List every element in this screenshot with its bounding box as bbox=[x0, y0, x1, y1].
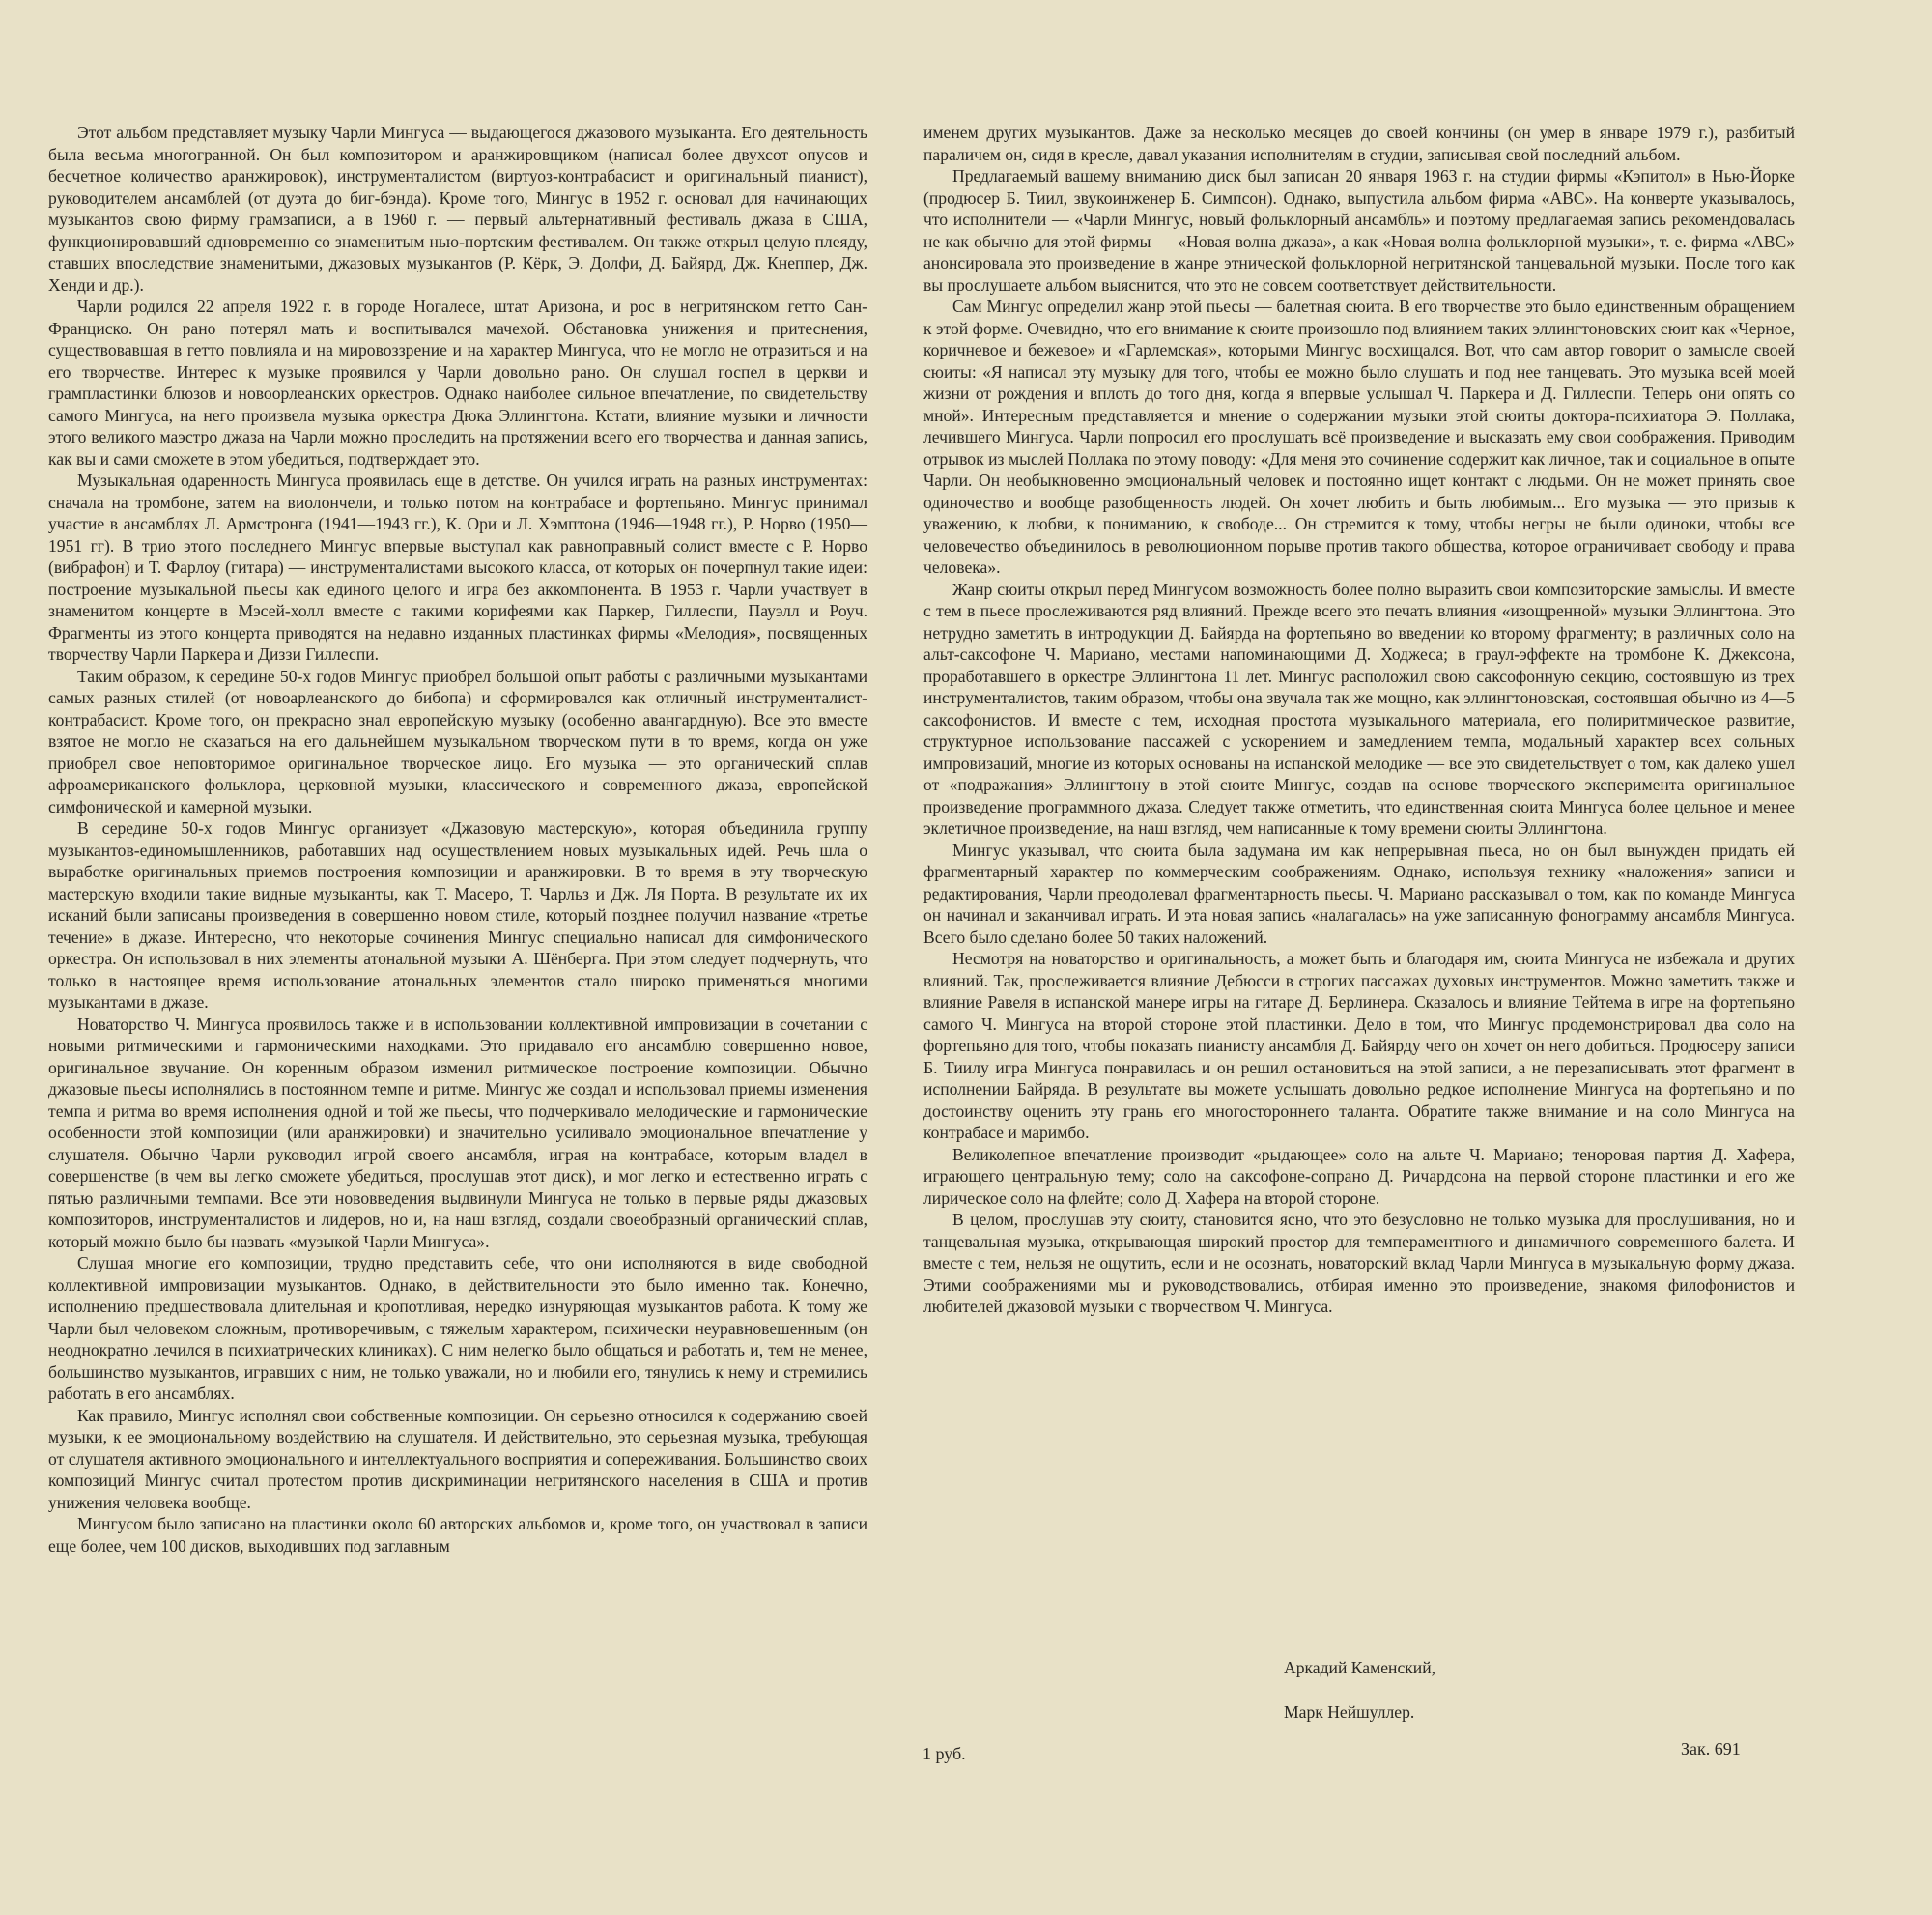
order-number: Зак. 691 bbox=[1681, 1739, 1741, 1758]
paragraph: Несмотря на новаторство и оригинальность, а может быть и благодаря им, сюита Мингуса не избежала и других влияний. Так, прослеживается влияние Дебюсси в строгих пассажах духовых инструментов. Можно заметить также и влияние Равеля в испанской манере игры на гитаре Д. Берлинера. Сказалось и влияние Тейтема в игре на фортепьяно самого Ч. Мингуса на второй стороне этой пластинки. Дело в том, что Мингус продемонстрировал два соло на фортепьяно для того, чтобы показать пианисту ансамбля Д. Байярду чего он хочет он него добиться. Продюсеру записи Б. Тиилу игра Мингуса понравилась и он решил остановиться на этой записи, а не перезаписывать этот фрагмент в исполнении Байряда. В результате вы можете услышать довольно редкое исполнение Мингуса на фортепьяно и по достоинству оценить эту грань его многостороннего таланта. Обратите также внимание и на соло Мингуса на контрабасе и маримбо. bbox=[923, 949, 1795, 1142]
paragraph: Слушая многие его композиции, трудно представить себе, что они исполняются в виде свободной коллективной импровизации музыкантов. Однако, в действительности это было именно так. Конечно, исполнению предшествовала длительная и кропотливая, нередко изнуряющая музыкантов работа. К тому же Чарли был человеком сложным, противоречивым, с тяжелым характером, психически неуравновешенным (он неоднократно лечился в психиатрических клиниках). С ним нелегко было общаться и работать и, тем не менее, большинство музыкантов, игравших с ним, не только уважали, но и любили его, тянулись к нему и стремились работать в его ансамблях. bbox=[48, 1253, 867, 1403]
paragraph: Сам Мингус определил жанр этой пьесы — балетная сюита. В его творчестве это было единственным обращением к этой форме. Очевидно, что его внимание к сюите произошло под влиянием таких эллингтоновских сюит как «Черное, коричневое и бежевое» и «Гарлемская», которыми Мингус восхищался. Вот, что сам автор говорит о замысле своей сюиты: «Я написал эту музыку для того, чтобы ее можно было слушать и под нее танцевать. Это музыка всей моей жизни от рождения и вплоть до того дня, когда я впервые услышал Ч. Паркера и Д. Гиллеспи. Теперь они опять со мной». Интересным представляется и мнение о содержании музыки этой сюиты доктора-психиатора Э. Поллака, лечившего Мингуса. Чарли попросил его прослушать всё произведение и высказать ему свои соображения. Приводим отрывок из мыслей Поллака по этому поводу: «Для меня это сочинение содержит как личное, так и социальное в опыте Чарли. Он необыкновенно эмоциональный человек и постоянно ищет контакт с людьми. Он не может принять свое одиночество и вообще разобщенность людей. Он хочет любить и быть любимым... Его музыка — это призыв к уважению, к любви, к пониманию, к свободе... Он стремится к тому, чтобы негры не были одиноки, чтобы все человечество объединилось в революционном порыве против такого общества, которое ограничивает свободу и права человека». bbox=[923, 297, 1795, 577]
author-signature-1: Аркадий Каменский, bbox=[1284, 1658, 1436, 1677]
paragraph: Великолепное впечатление производит «рыдающее» соло на альте Ч. Мариано; теноровая партия Д. Хафера, играющего центральную тему; соло на саксофоне-сопрано Д. Ричардсона на первой стороне пластинки и его же лирическое соло на флейте; соло Д. Хафера на второй стороне. bbox=[923, 1144, 1795, 1208]
paragraph: Как правило, Мингус исполнял свои собственные композиции. Он серьезно относился к содержанию своей музыки, к ее эмоциональному воздействию на слушателя. И действительно, это серьезная музыка, требующая от слушателя активного эмоционального и интеллектуального восприятия и сопереживания. Большинство своих композиций Мингус считал протестом против дискриминации негритянского населения в США и против унижения человека вообще. bbox=[48, 1405, 867, 1512]
paragraph: В целом, прослушав эту сюиту, становится ясно, что это безусловно не только музыка для прослушивания, но и танцевальная музыка, открывающая широкий простор для темпераментного и динамичного современного балета. И вместе с тем, нельзя не ощутить, если и не осознать, новаторский вклад Чарли Мингуса в музыкальную форму джаза. Этими соображениями мы и руководствовались, отбирая именно это произведение, знакомя филофонистов и любителей джазовой музыки с творчеством Ч. Мингуса. bbox=[923, 1210, 1795, 1316]
paragraph: Предлагаемый вашему вниманию диск был записан 20 января 1963 г. на студии фирмы «Кэпитол» в Нью-Йорке (продюсер Б. Тиил, звукоинженер Б. Симпсон). Однако, выпустила альбом фирма «АВС». На конверте указывалось, что исполнители — «Чарли Мингус, новый фольклорный ансамбль» и поэтому предлагаемая запись рекомендовалась не как обычно для этой фирмы — «Новая волна джаза», а как «Новая волна фольклорной музыки», т. е. фирма «АВС» анонсировала это произведение в жанре этнической фольклорной негритянской танцевальной музыки. После того как вы прослушаете альбом выяснится, что это не совсем соответствует действительности. bbox=[923, 166, 1795, 295]
paragraph: В середине 50-х годов Мингус организует «Джазовую мастерскую», которая объединила группу музыкантов-единомышленников, работавших над осуществлением новых музыкальных идей. Речь шла о выработке оригинальных приемов построения композиции и аранжировки. В то время в эту творческую мастерскую входили такие видные музыканты, как Т. Масеро, Т. Чарльз и Дж. Ля Порта. В результате их их исканий были записаны произведения в совершенно новом стиле, который позднее получил название «третье течение» в джазе. Интересно, что некоторые сочинения Мингус специально написал для симфонического оркестра. Он использовал в них элементы атональной музыки А. Шёнберга. При этом следует подчернуть, что только в настоящее время использование атональных элементов стало широко применяться многими музыкантами в джазе. bbox=[48, 818, 867, 1012]
paragraph: Этот альбом представляет музыку Чарли Мингуса — выдающегося джазового музыканта. Его деятельность была весьма многогранной. Он был композитором и аранжировщиком (написал более двухсот опусов и бесчетное количество аранжировок), инструменталистом (виртуоз-контрабасист и оригинальный пианист), руководителем ансамблей (от дуэта до биг-бэнда). Кроме того, Мингус в 1952 г. основал для начинающих музыкантов свою фирму грамзаписи, а в 1960 г. — первый альтернативный фестиваль джаза в США, функционировавший одновременно со знаменитым нью-портским фестивалем. Он также открыл целую плеяду, ставших впоследствие знаменитыми, джазовых музыкантов (Р. Кёрк, Э. Долфи, Д. Байярд, Дж. Кнеппер, Дж. Хенди и др.). bbox=[48, 123, 867, 295]
price-label: 1 руб. bbox=[923, 1744, 966, 1763]
paragraph: Мингус указывал, что сюита была задумана им как непрерывная пьеса, но он был вынужден придать ей фрагментарный характер по коммерческим соображениям. Однако, используя технику «наложения» записи и редактирования, Чарли преодолевал фрагментарность пьесы. Ч. Мариано рассказывал о том, как по команде Мингуса он начинал и заканчивал играть. И эта новая запись «налагалась» на уже записанную фонограмму ансамбля Мингуса. Всего было сделано более 50 таких наложений. bbox=[923, 840, 1795, 947]
paragraph: Таким образом, к середине 50-х годов Мингус приобрел большой опыт работы с различными музыкантами самых разных стилей (от новоарлеанского до бибопа) и сформировался как отличный инструменталист-контрабасист. Кроме того, он прекрасно знал европейскую музыку (особенно авангардную). Все это вместе взятое не могло не сказаться на его дальнейшем музыкальном творческом пути в то время, когда он уже приобрел свое неповторимое оригинальное творческое лицо. Его музыка — это органический сплав афроамериканского фольклора, церковной музыки, классического и современного джаза, европейской симфонической и камерной музыки. bbox=[48, 666, 867, 816]
paragraph: Жанр сюиты открыл перед Мингусом возможность более полно выразить свои композиторские замыслы. И вместе с тем в пьесе прослеживаются ряд влияний. Прежде всего это печать влияния «изощренной» музыки Эллингтона. Это нетрудно заметить в интродукции Д. Байярда на фортепьяно во введении ко второму фрагменту; в различных соло на альт-саксофоне Ч. Мариано, местами напоминающими Д. Ходжеса; в граул-эффекте на тромбоне К. Джексона, проработавшего в оркестре Эллингтона 11 лет. Мингус расположил свою саксофонную секцию, состоявшую из трех инструменталистов, таким образом, чтобы она звучала так же мощно, как эллингтоновская, состоявшая обычно из 4—5 саксофонистов. И вместе с тем, исходная простота музыкального материала, его полиритмическое развитие, структурное использование пассажей с ускорением и замедлением темпа, модальный характер всех сольных импровизаций, многие из которых основаны на испанской мелодике — все это свидетельствует о том, как далеко ушел от «подражания» Эллингтону в этой сюите Мингус, создав на основе творческого эксперимента оригинальное произведение программного джаза. Следует также отметить, что единственная сюита Мингуса более цельное и менее эклетичное произведение, на наш взгляд, чем написанные к тому времени сюиты Эллингтона. bbox=[923, 579, 1795, 838]
paragraph: Музыкальная одаренность Мингуса проявилась еще в детстве. Он учился играть на разных инструментах: сначала на тромбоне, затем на виолончели, и только потом на контрабасе и фортепьяно. Мингус принимал участие в ансамблях Л. Армстронга (1941—1943 гг.), К. Ори и Л. Хэмптона (1946—1948 гг.), Р. Норво (1950—1951 гг). В трио этого последнего Мингус впервые выступал как равноправный солист вместе с Р. Норво (вибрафон) и Т. Фарлоу (гитара) — инструменталистами высокого класса, от которых он почерпнул такие идеи: построение музыкальной пьесы как единого целого и игра без аккомпонента. В 1953 г. Чарли участвует в знаменитом концерте в Мэсей-холл вместе с такими корифеями как Паркер, Гиллеспи, Пауэлл и Роуч. Фрагменты из этого концерта приводятся на недавно изданных пластинках фирмы «Мелодия», посвященных творчеству Чарли Паркера и Диззи Гиллеспи. bbox=[48, 471, 867, 664]
left-text-column bbox=[48, 122, 867, 1557]
author-signature-2: Марк Нейшуллер. bbox=[1284, 1702, 1415, 1722]
paragraph: именем других музыкантов. Даже за несколько месяцев до своей кончины (он умер в январе 1979 г.), разбитый параличем он, сидя в кресле, давал указания исполнителям в студии, записывая свой последний альбом. bbox=[923, 123, 1795, 164]
paragraph: Чарли родился 22 апреля 1922 г. в городе Ногалесе, штат Аризона, и рос в негритянском гетто Сан-Франциско. Он рано потерял мать и воспитывался мачехой. Обстановка унижения и притеснения, существовавшая в гетто повлияла и на мировоззрение и на характер Мингуса, что не могло не отразиться и на его творчестве. Интерес к музыке проявился у Чарли довольно рано. Он слушал госпел в церкви и грампластинки блюзов и новоорлеанских оркестров. Однако наиболее сильное впечатление, по свидетельству самого Мингуса, на него произвела музыка оркестра Дюка Эллингтона. Кстати, влияние музыки и личности этого великого маэстро джаза на Чарли можно проследить на протяжении всего его творчества и данная запись, как вы и сами сможете в этом убедиться, подтверждает это. bbox=[48, 297, 867, 469]
paragraph: Мингусом было записано на пластинки около 60 авторских альбомов и, кроме того, он участвовал в записи еще более, чем 100 дисков, выходивших под заглавным bbox=[48, 1514, 867, 1556]
right-text-column bbox=[923, 122, 1795, 1318]
paragraph: Новаторство Ч. Мингуса проявилось также и в использовании коллективной импровизации в сочетании с новыми ритмическими и гармоническими находками. Это придавало его ансамблю совершенно новое, оригинальное звучание. Он коренным образом изменил ритмическое построение композиции. Обычно джазовые пьесы исполнялись в постоянном темпе и ритме. Мингус же создал и использовал приемы изменения темпа и ритма во время исполнения одной и той же пьесы, что подчеркивало мелодические и гармонические особенности этой композиции (или аранжировки) и значительно усиливало эмоциональное впечатление у слушателя. Обычно Чарли руководил игрой своего ансамбля, играя на контрабасе, которым владел в совершенстве (в чем вы легко сможете убедиться, прослушав этот диск), и мог легко и естественно играть с пятью различными темпами. Все эти нововведения выдвинули Мингуса не только в первые ряды джазовых композиторов, инструменталистов и лидеров, но и, на наш взгляд, создали своеобразный органический сплав, который можно было бы назвать «музыкой Чарли Мингуса». bbox=[48, 1014, 867, 1251]
